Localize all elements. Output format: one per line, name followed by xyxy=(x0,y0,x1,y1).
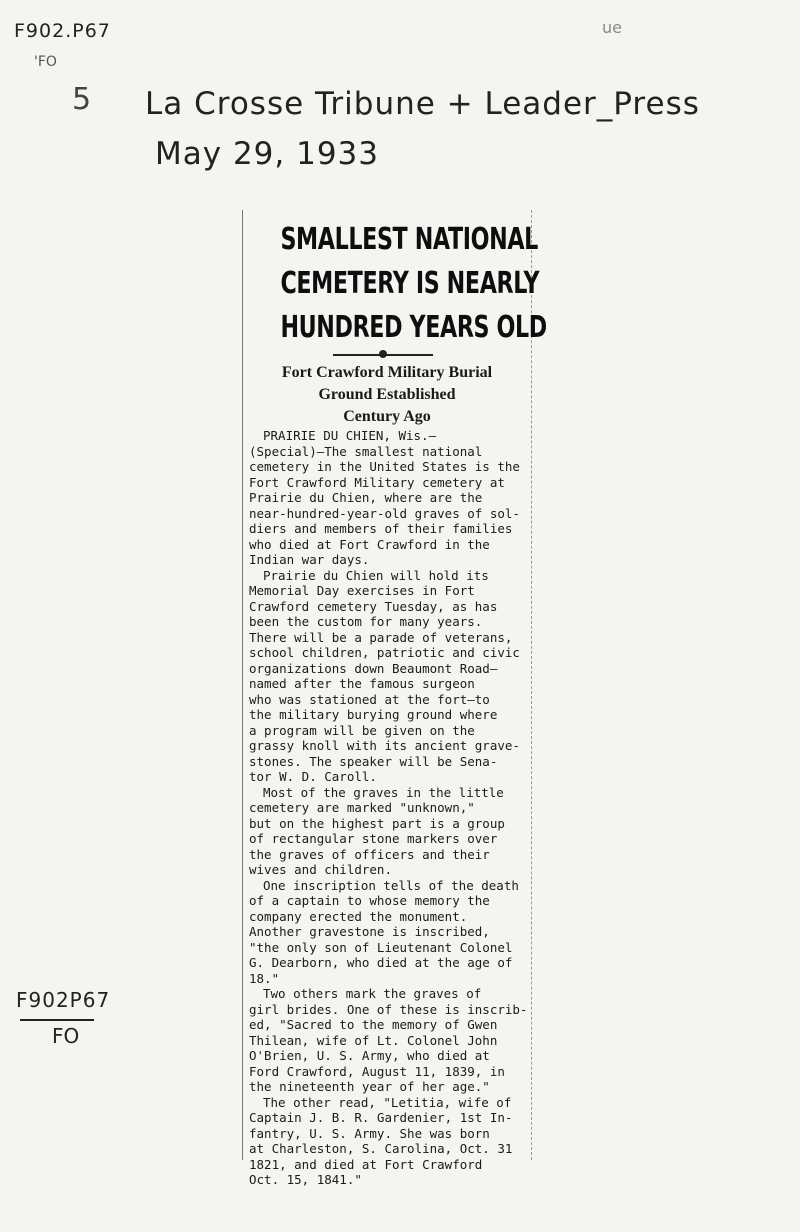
article-line: school children, patriotic and civic xyxy=(249,645,520,660)
article-line: the graves of officers and their xyxy=(249,846,490,862)
article-line: Prairie du Chien, where are the xyxy=(249,490,483,505)
subheadline-line: Ground Established xyxy=(318,386,456,403)
headline-line: HUNDRED YEARS OLD xyxy=(280,310,547,345)
archive-ref-left: F902P67 xyxy=(16,988,111,1012)
article-line: Memorial Day exercises in Fort xyxy=(249,583,475,598)
article-line: O'Brien, U. S. Army, who died at xyxy=(249,1048,490,1063)
subheadline xyxy=(243,362,531,428)
article-line: (Special)—The smallest national xyxy=(249,443,483,459)
article-line: company erected the monument. xyxy=(249,908,468,924)
article-line: stones. The speaker will be Sena- xyxy=(249,753,498,769)
archive-ref-top-sub: 'FO xyxy=(34,54,57,70)
headline-line: SMALLEST NATIONAL xyxy=(280,222,538,257)
article-line: "the only son of Lieutenant Colonel xyxy=(249,939,513,955)
newspaper-clipping xyxy=(242,210,547,1187)
article-line: girl brides. One of these is inscrib- xyxy=(249,1001,528,1017)
article-line: 1821, and died at Fort Crawford xyxy=(249,1156,483,1172)
divider-ornament xyxy=(379,350,387,358)
article-line: Another gravestone is inscribed, xyxy=(249,924,490,939)
article-line: Oct. 15, 1841." xyxy=(249,1172,362,1187)
article-line: G. Dearborn, who died at the age of xyxy=(249,955,513,970)
article-line: Crawford cemetery Tuesday, as has xyxy=(249,598,498,614)
article-line: named after the famous surgeon xyxy=(249,676,475,691)
subheadline-line: Century Ago xyxy=(343,408,431,425)
article-body xyxy=(249,428,528,1188)
article-line: grassy knoll with its ancient grave- xyxy=(249,738,520,753)
article-line: Most of the graves in the little xyxy=(263,784,504,800)
article-line: who died at Fort Crawford in the xyxy=(249,536,490,552)
article-line: PRAIRIE DU CHIEN, Wis.— xyxy=(263,428,437,443)
publication-date: May 29, 1933 xyxy=(155,136,379,172)
article-line: tor W. D. Caroll. xyxy=(249,769,377,784)
number-mark: 5 xyxy=(72,82,92,117)
article-line: Indian war days. xyxy=(249,552,370,567)
archive-ref-left-sub: FO xyxy=(52,1024,80,1048)
ref-underline xyxy=(20,1019,94,1021)
article-line: Ford Crawford, August 11, 1839, in xyxy=(249,1063,505,1079)
article-line: Two others mark the graves of xyxy=(263,986,482,1001)
article-line: Captain J. B. R. Gardenier, 1st In- xyxy=(249,1110,513,1125)
archive-ref-top: F902.P67 xyxy=(14,20,111,42)
article-line: fantry, U. S. Army. She was born xyxy=(249,1125,490,1141)
article-line: cemetery in the United States is the xyxy=(249,459,520,474)
article-line: wives and children. xyxy=(249,862,392,877)
article-line: diers and members of their families xyxy=(249,521,513,536)
article-line: who was stationed at the fort—to xyxy=(249,691,490,707)
article-line: Prairie du Chien will hold its xyxy=(263,567,489,583)
article-line: near-hundred-year-old graves of sol- xyxy=(249,505,520,521)
publication-name: La Crosse Tribune + Leader_Press xyxy=(145,86,700,122)
article-line: ed, "Sacred to the memory of Gwen xyxy=(249,1017,498,1032)
article-line: There will be a parade of veterans, xyxy=(249,629,513,645)
margin-mark: ue xyxy=(602,18,622,37)
article-line: the military burying ground where xyxy=(249,707,498,722)
article-line: Fort Crawford Military cemetery at xyxy=(249,474,505,490)
article-line: Thilean, wife of Lt. Colonel John xyxy=(249,1032,498,1048)
article-line: The other read, "Letitia, wife of xyxy=(263,1094,512,1110)
article-line: a program will be given on the xyxy=(249,722,475,738)
article-line: of rectangular stone markers over xyxy=(249,831,498,846)
article-line: been the custom for many years. xyxy=(249,614,483,629)
article-line: the nineteenth year of her age." xyxy=(249,1079,490,1094)
article-line: of a captain to whose memory the xyxy=(249,893,490,908)
subheadline-line: Fort Crawford Military Burial xyxy=(281,364,493,381)
article-line: at Charleston, S. Carolina, Oct. 31 xyxy=(249,1141,513,1156)
article-line: cemetery are marked "unknown," xyxy=(249,800,475,815)
article-line: organizations down Beaumont Road— xyxy=(249,660,498,676)
headline xyxy=(243,218,547,350)
article-line: but on the highest part is a group xyxy=(249,815,505,831)
headline-line: CEMETERY IS NEARLY xyxy=(280,266,540,301)
article-line: 18." xyxy=(249,970,280,986)
article-line: One inscription tells of the death xyxy=(263,877,519,893)
